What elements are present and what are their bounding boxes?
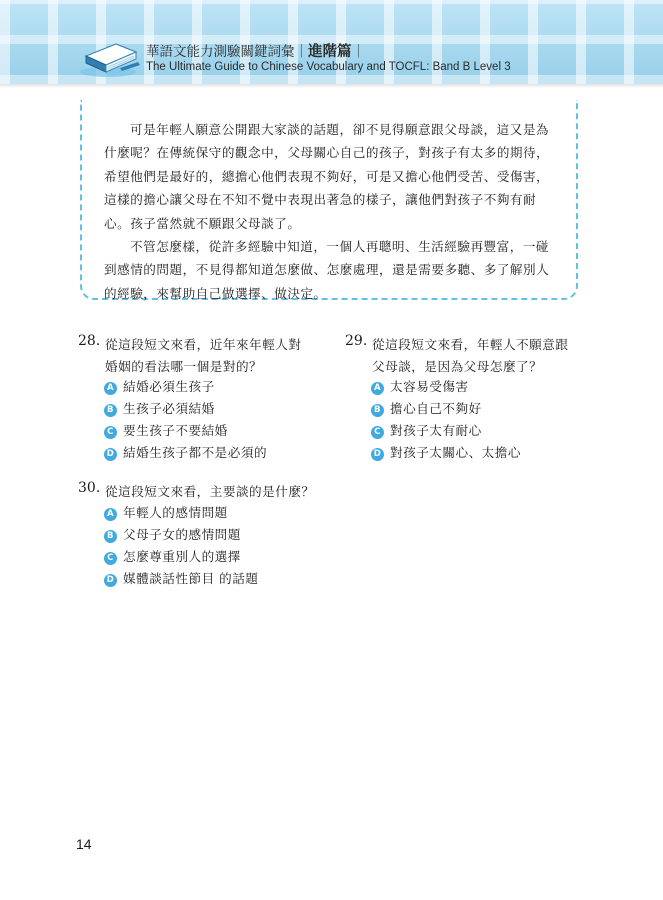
paragraph-2: [104, 235, 556, 305]
option-b-badge: B: [104, 404, 117, 417]
option-d[interactable]: D 結婚生孩子都不是必須的: [104, 442, 267, 461]
option-a[interactable]: A 年輕人的感情問題: [104, 502, 228, 521]
option-a[interactable]: A 太容易受傷害: [371, 376, 469, 395]
option-d[interactable]: D 媒體談話性節目 的話題: [104, 568, 258, 587]
book-icon: [78, 38, 142, 78]
passage-line: 可是年輕人願意公開跟大家談的話題，卻不見得願意跟父母談，這又是為: [130, 122, 549, 137]
option-a-badge: A: [104, 508, 117, 521]
option-b-badge: B: [104, 530, 117, 543]
question-text: 從這段短文來看，年輕人不願意跟 父母談，是因為父母怎麼了？: [372, 337, 569, 374]
option-b[interactable]: B 生孩子必須結婚: [104, 398, 215, 417]
passage-line: 的經驗，來幫助自己做選擇、做決定。: [104, 285, 327, 301]
passage-box: [80, 100, 578, 300]
passage-line: 希望他們是最好的，總擔心他們表現不夠好，可是又擔心他們受苦、受傷害，: [104, 168, 550, 184]
question-number: 30.: [78, 480, 101, 496]
question-number: 28.: [78, 333, 101, 349]
option-a[interactable]: A 結婚必須生孩子: [104, 376, 215, 395]
question-30: [78, 480, 358, 590]
option-c-badge: C: [104, 426, 117, 439]
question-text: 從這段短文來看，近年來年輕人對 婚姻的看法哪一個是對的？: [105, 337, 302, 374]
title-zh-level: 進階篇: [308, 44, 352, 60]
option-b-badge: B: [371, 404, 384, 417]
option-c-badge: C: [104, 552, 117, 565]
passage-text: [104, 118, 556, 305]
question-29: [345, 333, 595, 463]
option-a-badge: A: [104, 382, 117, 395]
option-a-badge: A: [371, 382, 384, 395]
option-d-badge: D: [104, 448, 117, 461]
passage-line: 心。孩子當然就不願跟父母談了。: [104, 215, 301, 231]
paragraph-1: [104, 118, 556, 235]
passage-line: 什麼呢？在傳統保守的觀念中，父母關心自己的孩子，對孩子有太多的期待，: [104, 145, 550, 161]
option-c-badge: C: [371, 426, 384, 439]
option-b[interactable]: B 擔心自己不夠好: [371, 398, 482, 417]
passage-line: 到感情的問題，不見得都知道怎麼做、怎麼處理，還是需要多聽、多了解別人: [104, 262, 550, 278]
question-number: 29.: [345, 333, 368, 349]
passage-line: 不管怎麼樣，從許多經驗中知道，一個人再聰明、生活經驗再豐富，一碰: [130, 239, 549, 255]
page-header: [0, 0, 663, 84]
title-zh-main: 華語文能力測驗關鍵詞彙｜: [146, 44, 308, 60]
option-d[interactable]: D 對孩子太關心、太擔心: [371, 442, 521, 461]
header-title-en: The Ultimate Guide to Chinese Vocabulary and TOCFL: Band B Level 3: [146, 61, 511, 73]
page-number: 14: [76, 836, 92, 852]
header-title-zh: [146, 40, 365, 61]
option-d-badge: D: [371, 448, 384, 461]
option-d-badge: D: [104, 574, 117, 587]
option-c[interactable]: C 要生孩子不要結婚: [104, 420, 228, 439]
header-shadow: [0, 84, 663, 88]
option-c[interactable]: C 怎麼尊重別人的選擇: [104, 546, 241, 565]
option-b[interactable]: B 父母子女的感情問題: [104, 524, 241, 543]
question-28: [78, 333, 328, 463]
title-zh-end: ｜: [351, 44, 365, 60]
question-text: 從這段短文來看，主要談的是什麼？: [105, 484, 315, 499]
passage-line: 這樣的擔心讓父母在不知不覺中表現出著急的樣子，讓他們對孩子不夠有耐: [104, 192, 537, 208]
option-c[interactable]: C 對孩子太有耐心: [371, 420, 482, 439]
